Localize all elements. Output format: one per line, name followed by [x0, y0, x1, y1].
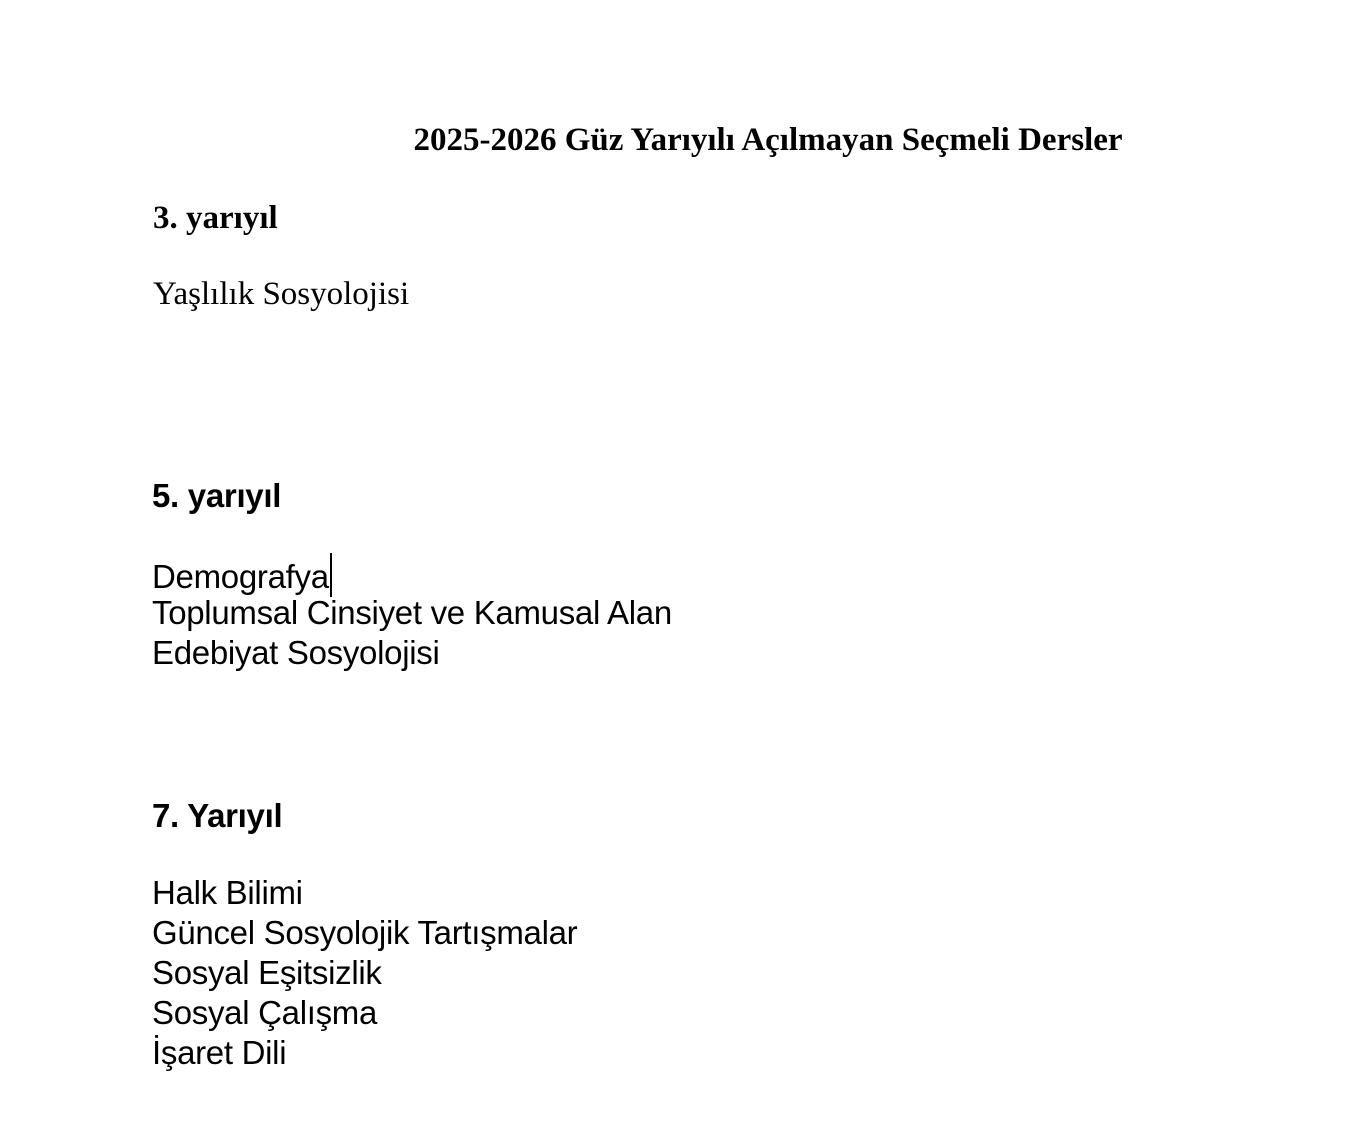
course-line[interactable]: Sosyal Eşitsizlik — [152, 954, 382, 991]
text-cursor — [330, 553, 332, 597]
course-line[interactable]: Toplumsal Cinsiyet ve Kamusal Alan — [152, 594, 672, 631]
section-heading-7-yariyil[interactable]: 7. Yarıyıl — [152, 797, 283, 834]
course-line[interactable]: Yaşlılık Sosyolojisi — [153, 276, 410, 312]
course-line[interactable]: İşaret Dili — [152, 1034, 287, 1071]
course-line[interactable]: Sosyal Çalışma — [152, 994, 378, 1031]
section-heading-5-yariyil[interactable]: 5. yarıyıl — [152, 477, 282, 514]
course-line[interactable] — [152, 553, 332, 597]
course-text[interactable]: Demografya — [152, 558, 329, 595]
document-title[interactable]: 2025-2026 Güz Yarıyılı Açılmayan Seçmeli Dersler — [413, 122, 1123, 158]
course-line[interactable]: Halk Bilimi — [152, 874, 303, 911]
course-line[interactable]: Edebiyat Sosyolojisi — [152, 634, 440, 671]
section-heading-3-yariyil[interactable]: 3. yarıyıl — [153, 200, 278, 236]
course-line[interactable]: Güncel Sosyolojik Tartışmalar — [152, 914, 578, 951]
